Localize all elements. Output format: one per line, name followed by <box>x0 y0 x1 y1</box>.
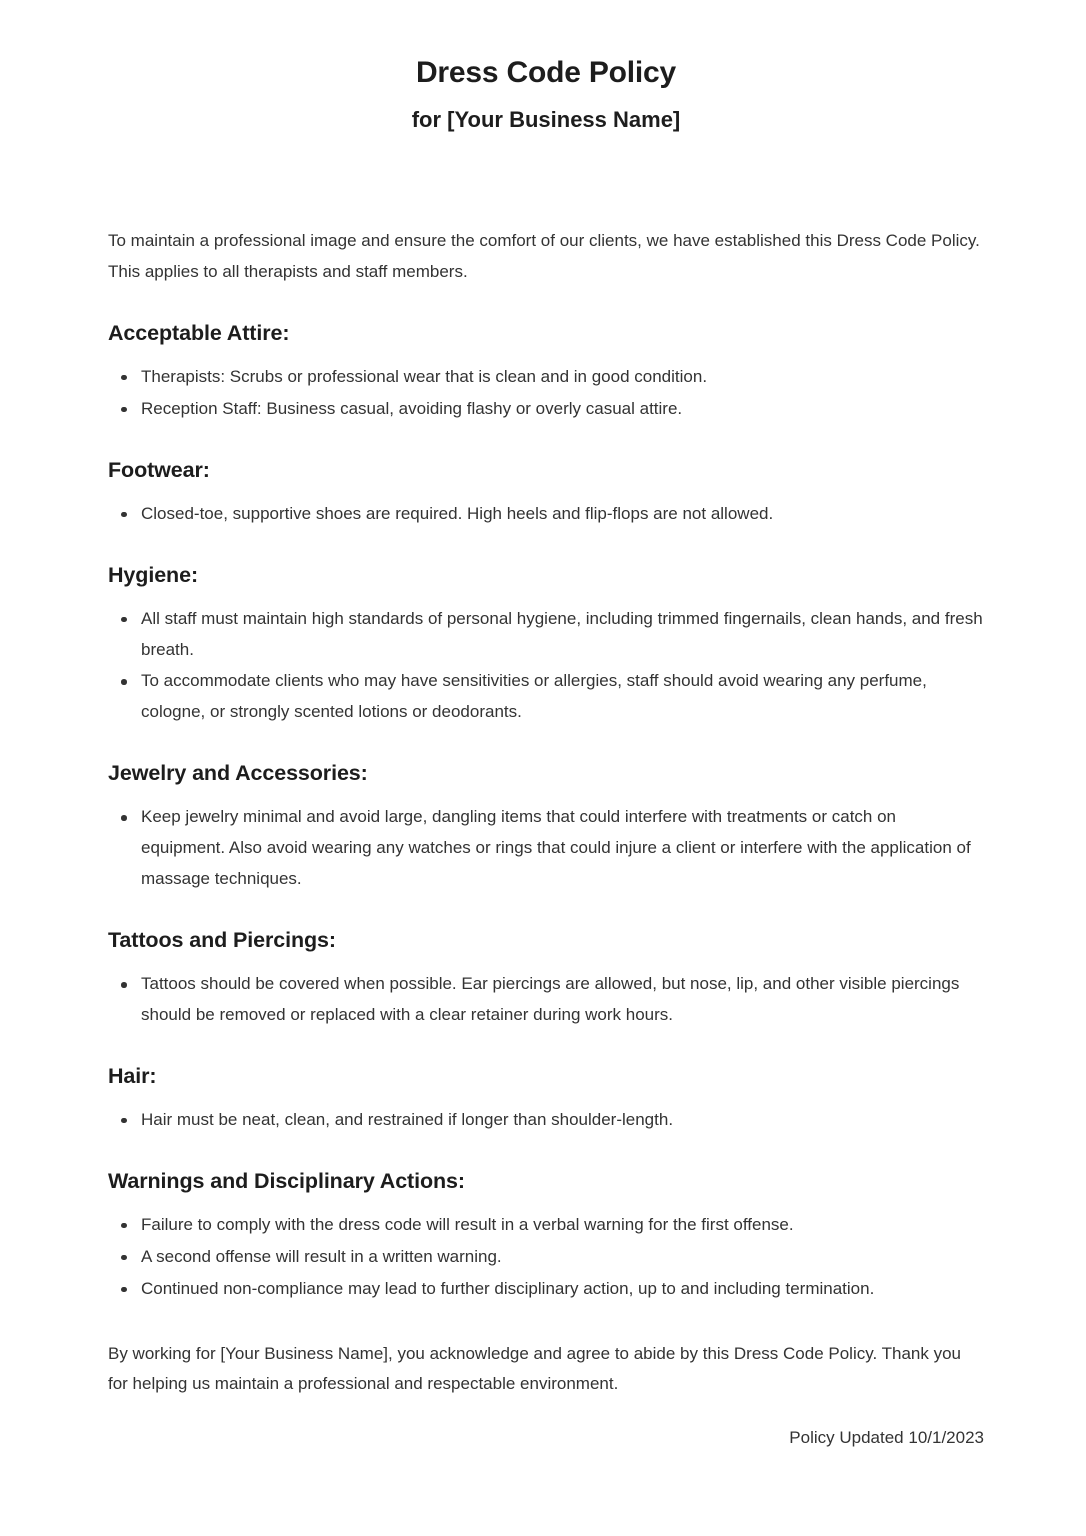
list-item: To accommodate clients who may have sensitivities or allergies, staff should avoid wearing any perfume, cologne, or strongly scented lotions or deodorants. <box>108 666 984 728</box>
footer <box>108 1424 984 1451</box>
list-item: All staff must maintain high standards of personal hygiene, including trimmed fingernails, clean hands, and fresh breath. <box>108 604 984 666</box>
page-subtitle: for [Your Business Name] <box>411 106 681 132</box>
list-item: Reception Staff: Business casual, avoiding flashy or overly casual attire. <box>108 394 984 425</box>
section-bullet-list <box>108 1210 984 1305</box>
section-bullet-list <box>108 802 984 895</box>
closing-paragraph-block <box>108 1339 984 1401</box>
section-bullet-list <box>108 499 984 530</box>
section-heading: Tattoos and Piercings: <box>108 928 336 953</box>
section-bullet-list <box>108 1105 984 1136</box>
list-item: Therapists: Scrubs or professional wear that is clean and in good condition. <box>108 362 984 393</box>
policy-updated-text: Policy Updated 10/1/2023 <box>789 1428 984 1447</box>
list-item: A second offense will result in a written warning. <box>108 1242 984 1273</box>
section-bullet-list <box>108 604 984 729</box>
list-item: Continued non-compliance may lead to further disciplinary action, up to and including termination. <box>108 1274 984 1305</box>
section-heading: Acceptable Attire: <box>108 320 290 345</box>
list-item: Tattoos should be covered when possible. Ear piercings are allowed, but nose, lip, and other visible piercings should be removed or replaced with a clear retainer during work hours. <box>108 969 984 1031</box>
intro-paragraph-block <box>108 226 984 288</box>
section-bullet-list <box>108 362 984 425</box>
list-item: Keep jewelry minimal and avoid large, dangling items that could interfere with treatments or catch on equipment. Also avoid wearing any watches or rings that could injure a client or interfere with the application of massage techniques. <box>108 802 984 895</box>
document-content <box>108 0 984 1400</box>
sections-container <box>108 320 984 1305</box>
section-heading: Jewelry and Accessories: <box>108 761 368 786</box>
list-item: Closed-toe, supportive shoes are required. High heels and flip-flops are not allowed. <box>108 499 984 530</box>
intro-paragraph: To maintain a professional image and ensure the comfort of our clients, we have established this Dress Code Policy. This applies to all therapists and staff members. <box>108 231 980 282</box>
section-heading: Footwear: <box>108 457 210 482</box>
section-bullet-list <box>108 969 984 1031</box>
list-item: Failure to comply with the dress code will result in a verbal warning for the first offense. <box>108 1210 984 1241</box>
title-block <box>108 0 984 134</box>
page-title: Dress Code Policy <box>415 56 677 89</box>
section-heading: Warnings and Disciplinary Actions: <box>108 1168 465 1193</box>
section-heading: Hygiene: <box>108 562 198 587</box>
section-heading: Hair: <box>108 1063 157 1088</box>
list-item: Hair must be neat, clean, and restrained if longer than shoulder-length. <box>108 1105 984 1136</box>
closing-paragraph: By working for [Your Business Name], you acknowledge and agree to abide by this Dress Code Policy. Thank you for helping us maintain a professional and respectable environment. <box>108 1343 961 1394</box>
